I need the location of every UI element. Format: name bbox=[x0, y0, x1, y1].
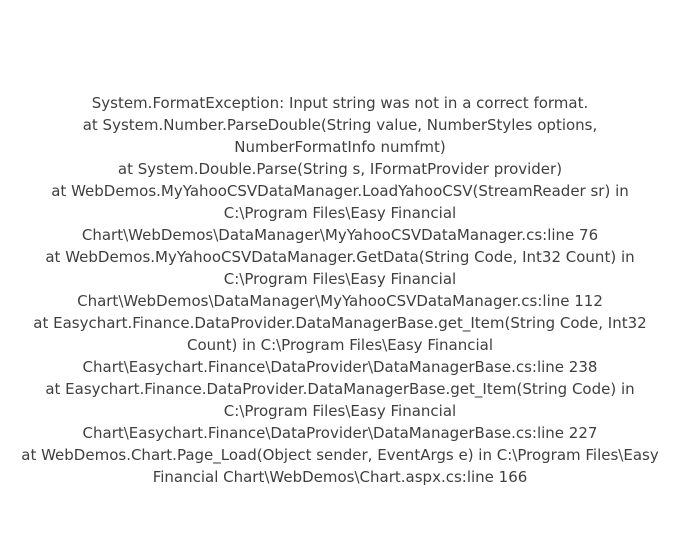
stack-frame: at Easychart.Finance.DataProvider.DataManagerBase.get_Item(String Code, Int32 Count) in C:\Program Files\Easy Financial Chart\Easychart.Finance\DataProvider\DataManagerBase.cs:line 238 bbox=[33, 314, 652, 376]
stack-frame: at Easychart.Finance.DataProvider.DataManagerBase.get_Item(String Code) in C:\Program Files\Easy Financial Chart\Easychart.Finance\DataProvider\DataManagerBase.cs:line 227 bbox=[45, 380, 640, 442]
stack-frame: at WebDemos.Chart.Page_Load(Object sender, EventArgs e) in C:\Program Files\Easy Financial Chart\WebDemos\Chart.aspx.cs:line 166 bbox=[21, 446, 664, 486]
exception-stack-trace bbox=[0, 92, 680, 488]
stack-frame: at WebDemos.MyYahooCSVDataManager.LoadYahooCSV(StreamReader sr) in C:\Program Files\Easy Financial Chart\WebDemos\DataManager\MyYahooCSVDataManager.cs:line 76 bbox=[51, 182, 634, 244]
stack-frame: at System.Double.Parse(String s, IFormatProvider provider) bbox=[117, 160, 563, 178]
stack-frame: at WebDemos.MyYahooCSVDataManager.GetData(String Code, Int32 Count) in C:\Program Files\Easy Financial Chart\WebDemos\DataManager\MyYahooCSVDataManager.cs:line 112 bbox=[45, 248, 640, 310]
exception-message: System.FormatException: Input string was not in a correct format. bbox=[91, 94, 589, 112]
stack-frame: at System.Number.ParseDouble(String value, NumberStyles options, NumberFormatInfo numfmt) bbox=[82, 116, 603, 156]
